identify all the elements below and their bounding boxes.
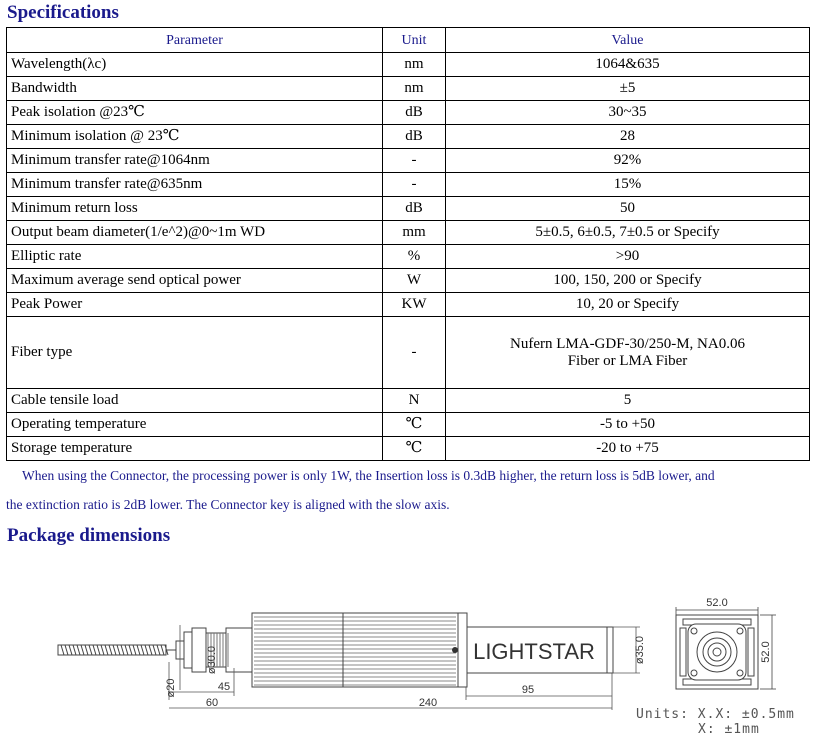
- unit-cell: nm: [383, 53, 446, 77]
- unit-cell: %: [383, 245, 446, 269]
- package-drawing: [0, 560, 817, 710]
- value-cell: 100, 150, 200 or Specify: [446, 269, 810, 293]
- table-row: [7, 413, 810, 437]
- value-cell: 30~35: [446, 101, 810, 125]
- dim-52-top: 52.0: [706, 597, 728, 609]
- parameter-cell: Fiber type: [7, 317, 383, 389]
- unit-cell: -: [383, 149, 446, 173]
- fiber-spring: [58, 645, 176, 655]
- table-row: [7, 53, 810, 77]
- value-cell: -20 to +75: [446, 437, 810, 461]
- unit-cell: nm: [383, 77, 446, 101]
- unit-cell: N: [383, 389, 446, 413]
- parameter-cell: Operating temperature: [7, 413, 383, 437]
- finned-housing: [252, 613, 467, 687]
- specifications-heading: Specifications: [7, 2, 119, 23]
- parameter-cell: Storage temperature: [7, 437, 383, 461]
- value-line-2: Fiber or LMA Fiber: [567, 352, 688, 369]
- header-parameter: Parameter: [7, 28, 383, 53]
- parameter-cell: Elliptic rate: [7, 245, 383, 269]
- table-row: [7, 245, 810, 269]
- units-line-2: X: ±1mm: [698, 722, 760, 737]
- table-header-row: [7, 28, 810, 53]
- unit-cell: dB: [383, 125, 446, 149]
- value-cell: 10, 20 or Specify: [446, 293, 810, 317]
- header-value: Value: [446, 28, 810, 53]
- unit-cell: ℃: [383, 437, 446, 461]
- value-cell: 5: [446, 389, 810, 413]
- value-line-1: Nufern LMA-GDF-30/250-M, NA0.06: [510, 335, 745, 352]
- parameter-cell: Bandwidth: [7, 77, 383, 101]
- dim-45: 45: [217, 681, 231, 693]
- units-note: [636, 707, 795, 737]
- value-cell: 92%: [446, 149, 810, 173]
- units-line-1: Units: X.X: ±0.5mm: [636, 707, 795, 722]
- table-row: [7, 149, 810, 173]
- package-dimensions-heading: Package dimensions: [7, 525, 171, 546]
- value-cell: 28: [446, 125, 810, 149]
- table-row: [7, 101, 810, 125]
- value-cell: 1064&635: [446, 53, 810, 77]
- dim-diameter-30: ø30.0: [206, 645, 218, 675]
- parameter-cell: Output beam diameter(1/e^2)@0~1m WD: [7, 221, 383, 245]
- unit-cell: -: [383, 317, 446, 389]
- unit-cell: dB: [383, 101, 446, 125]
- unit-cell: mm: [383, 221, 446, 245]
- table-row: [7, 125, 810, 149]
- table-row: [7, 389, 810, 413]
- dim-diameter-35: ø35.0: [634, 635, 646, 665]
- parameter-cell: Peak isolation @23℃: [7, 101, 383, 125]
- table-row: [7, 221, 810, 245]
- unit-cell: W: [383, 269, 446, 293]
- parameter-cell: Cable tensile load: [7, 389, 383, 413]
- parameter-cell: Maximum average send optical power: [7, 269, 383, 293]
- value-cell: 50: [446, 197, 810, 221]
- unit-cell: dB: [383, 197, 446, 221]
- connector-note-line-1: When using the Connector, the processing power is only 1W, the Insertion loss is 0.3dB higher, the return loss is 5dB lower, and: [22, 468, 715, 483]
- unit-cell: -: [383, 173, 446, 197]
- dim-240: 240: [418, 697, 438, 709]
- table-row: [7, 77, 810, 101]
- table-row: [7, 269, 810, 293]
- table-row: [7, 317, 810, 389]
- value-cell: 5±0.5, 6±0.5, 7±0.5 or Specify: [446, 221, 810, 245]
- parameter-cell: Peak Power: [7, 293, 383, 317]
- specifications-table: [6, 27, 810, 461]
- value-cell: [446, 317, 810, 389]
- dim-52-side: 52.0: [760, 641, 772, 663]
- parameter-cell: Minimum isolation @ 23℃: [7, 125, 383, 149]
- value-cell: ±5: [446, 77, 810, 101]
- connector-note-line-2: the extinction ratio is 2dB lower. The Connector key is aligned with the slow axis.: [6, 497, 450, 512]
- parameter-cell: Wavelength(λc): [7, 53, 383, 77]
- unit-cell: KW: [383, 293, 446, 317]
- parameter-cell: Minimum transfer rate@635nm: [7, 173, 383, 197]
- dim-60: 60: [205, 697, 219, 709]
- main-body: [467, 627, 613, 673]
- table-row: [7, 437, 810, 461]
- header-unit: Unit: [383, 28, 446, 53]
- parameter-cell: Minimum return loss: [7, 197, 383, 221]
- table-row: [7, 173, 810, 197]
- dim-diameter-20: ø20: [165, 678, 177, 698]
- value-cell: 15%: [446, 173, 810, 197]
- value-cell: -5 to +50: [446, 413, 810, 437]
- table-row: [7, 197, 810, 221]
- brand-label: LIGHTSTAR: [473, 639, 595, 664]
- unit-cell: ℃: [383, 413, 446, 437]
- table-row: [7, 293, 810, 317]
- value-cell: >90: [446, 245, 810, 269]
- dim-95: 95: [521, 684, 535, 696]
- parameter-cell: Minimum transfer rate@1064nm: [7, 149, 383, 173]
